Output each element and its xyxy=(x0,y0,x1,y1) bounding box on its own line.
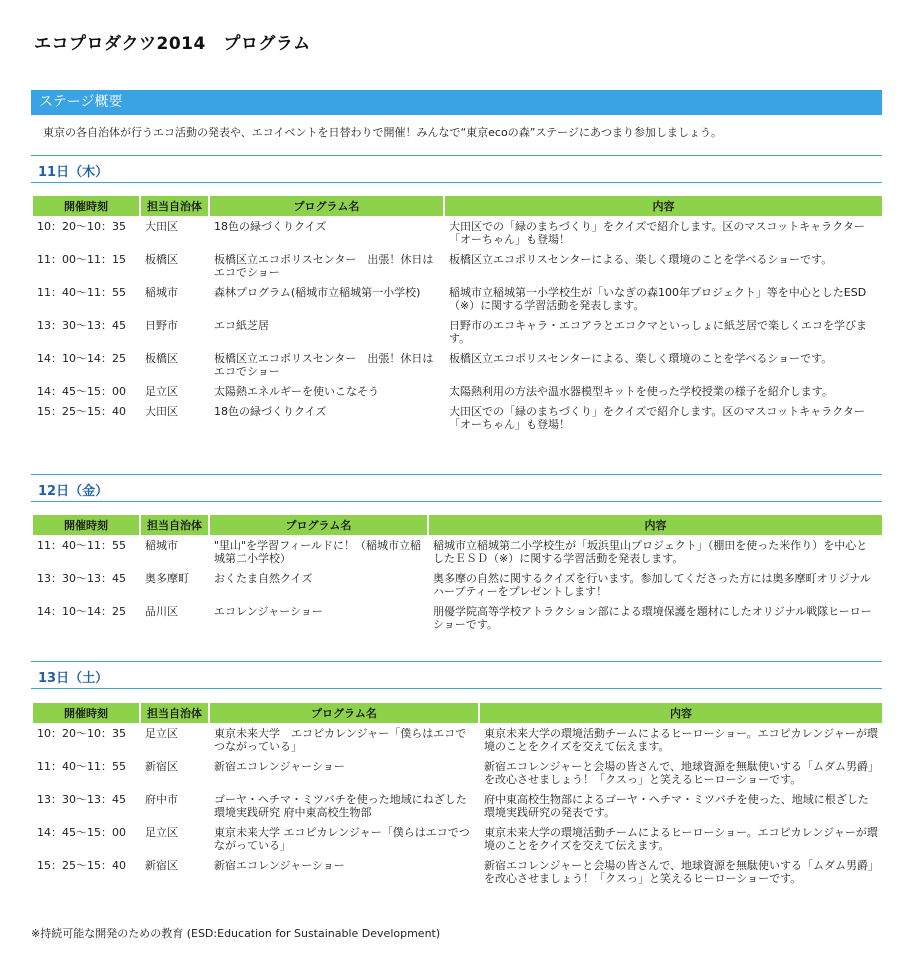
content-cell: 稲城市立稲城第一小学校生が「いなぎの森100年プロジェクト」等を中心としたESD（※）に関する学習活動を発表します。 xyxy=(449,286,867,312)
content-cell: 朋優学院高等学校アトラクション部による環境保護を題材にしたオリジナル戦隊ヒーローショーです。 xyxy=(433,605,872,631)
column-header-program: プログラム名 xyxy=(210,703,478,723)
content-cell: 府中東高校生物部によるゴーヤ・ヘチマ・ミツバチを使った、地域に根ざした環境実践研究の発表です。 xyxy=(484,793,869,819)
table-row xyxy=(33,381,882,401)
time-cell: 10：20～10：35 xyxy=(37,220,126,233)
time-cell: 13：30～13：45 xyxy=(37,319,126,332)
column-header-time: 開催時刻 xyxy=(33,196,139,216)
region-cell: 奥多摩町 xyxy=(145,572,189,585)
content-cell: 新宿エコレンジャーと会場の皆さんで、地球資源を無駄使いする「ムダム男爵」を改心させましょう！「クスっ」と笑えるヒーローショーです。 xyxy=(484,859,874,885)
time-cell: 10：20～10：35 xyxy=(37,727,126,740)
time-cell: 11：40～11：55 xyxy=(37,539,126,552)
table-header-row xyxy=(33,515,882,535)
day-label: 13日（土） xyxy=(38,671,109,686)
time-cell: 14：45～15：00 xyxy=(37,385,126,398)
program-cell: 18色の緑づくりクイズ xyxy=(214,405,327,418)
region-cell: 足立区 xyxy=(145,727,178,740)
content-cell: 板橋区立エコポリスセンターによる、楽しく環境のことを学べるショーです。 xyxy=(449,253,833,266)
time-cell: 13：30～13：45 xyxy=(37,793,126,806)
day-heading-12 xyxy=(31,474,882,502)
table-row xyxy=(33,756,882,789)
column-header-region: 担当自治体 xyxy=(141,196,208,216)
content-cell: 東京未来大学の環境活動チームによるヒーローショー。エコピカレンジャーが環境のことをクイズを交えて伝えます。 xyxy=(484,826,878,852)
table-row xyxy=(33,789,882,822)
page-title: エコプロダクツ2014 プログラム xyxy=(34,34,311,54)
time-cell: 14：45～15：00 xyxy=(37,826,126,839)
day-heading-13 xyxy=(31,661,882,689)
program-cell: 森林プログラム(稲城市立稲城第一小学校) xyxy=(214,286,421,299)
table-row xyxy=(33,568,882,601)
time-cell: 13：30～13：45 xyxy=(37,572,126,585)
table-row xyxy=(33,315,882,348)
region-cell: 足立区 xyxy=(145,385,178,398)
region-cell: 大田区 xyxy=(145,220,178,233)
stage-overview-description: 東京の各自治体が行うエコ活動の発表や、エコイベントを日替わりで開催！みんなで“東京ecoの森”ステージにあつまり参加しましょう。 xyxy=(43,126,722,139)
column-header-time: 開催時刻 xyxy=(33,703,139,723)
content-cell: 大田区での「緑のまちづくり」をクイズで紹介します。区のマスコットキャラクター「オーちゃん」も登場！ xyxy=(449,405,865,431)
table-row xyxy=(33,855,882,888)
content-cell: 稲城市立稲城第二小学校生が「坂浜里山プロジェクト」（棚田を使った米作り）を中心としたＥＳＤ（※）に関する学習活動を発表します。 xyxy=(433,539,868,565)
schedule-table-12 xyxy=(31,515,884,634)
column-header-program: プログラム名 xyxy=(210,515,427,535)
time-cell: 11：00～11：15 xyxy=(37,253,126,266)
table-row xyxy=(33,282,882,315)
column-header-region: 担当自治体 xyxy=(141,515,208,535)
region-cell: 稲城市 xyxy=(145,286,178,299)
schedule-table-13 xyxy=(31,703,884,888)
content-cell: 太陽熱利用の方法や温水器模型キットを使った学校授業の様子を紹介します。 xyxy=(449,385,833,398)
content-cell: 板橋区立エコポリスセンターによる、楽しく環境のことを学べるショーです。 xyxy=(449,352,833,365)
program-cell: 板橋区立エコポリスセンター 出張！休日はエコでショー xyxy=(214,253,434,279)
program-cell: ゴーヤ・ヘチマ・ミツバチを使った地域にねざした環境実践研究 府中東高校生物部 xyxy=(214,793,467,819)
table-row xyxy=(33,348,882,381)
program-cell: 板橋区立エコポリスセンター 出張！休日はエコでショー xyxy=(214,352,434,378)
time-cell: 11：40～11：55 xyxy=(37,760,126,773)
region-cell: 大田区 xyxy=(145,405,178,418)
column-header-content: 内容 xyxy=(429,515,882,535)
region-cell: 足立区 xyxy=(145,826,178,839)
time-cell: 15：25～15：40 xyxy=(37,405,126,418)
region-cell: 板橋区 xyxy=(145,352,178,365)
column-header-program: プログラム名 xyxy=(210,196,443,216)
column-header-content: 内容 xyxy=(480,703,882,723)
esd-footnote: ※持続可能な開発のための教育 (ESD:Education for Sustainable Development) xyxy=(31,927,441,940)
program-cell: エコ紙芝居 xyxy=(214,319,269,332)
time-cell: 15：25～15：40 xyxy=(37,859,126,872)
program-cell: "里山"を学習フィールドに！（稲城市立稲城第二小学校） xyxy=(214,539,422,565)
region-cell: 板橋区 xyxy=(145,253,178,266)
table-header-row xyxy=(33,703,882,723)
region-cell: 日野市 xyxy=(145,319,178,332)
program-cell: 東京未来大学 エコピカレンジャー「僕らはエコでつながっている」 xyxy=(214,727,467,753)
region-cell: 品川区 xyxy=(145,605,178,618)
region-cell: 新宿区 xyxy=(145,859,178,872)
content-cell: 新宿エコレンジャーと会場の皆さんで、地球資源を無駄使いする「ムダム男爵」を改心させましょう！「クスっ」と笑えるヒーローショーです。 xyxy=(484,760,874,786)
program-cell: おくたま自然クイズ xyxy=(214,572,313,585)
schedule-table-11 xyxy=(31,196,884,434)
program-cell: 18色の緑づくりクイズ xyxy=(214,220,327,233)
table-row xyxy=(33,216,882,249)
table-row xyxy=(33,535,882,568)
program-cell: 新宿エコレンジャーショー xyxy=(214,760,345,773)
content-cell: 日野市のエコキャラ・エコアラとエコクマといっしょに紙芝居で楽しくエコを学びます。 xyxy=(449,319,867,345)
program-cell: 太陽熱エネルギーを使いこなそう xyxy=(214,385,379,398)
program-cell: 新宿エコレンジャーショー xyxy=(214,859,345,872)
content-cell: 大田区での「緑のまちづくり」をクイズで紹介します。区のマスコットキャラクター「オーちゃん」も登場！ xyxy=(449,220,865,246)
stage-overview-heading: ステージ概要 xyxy=(31,90,882,115)
table-row xyxy=(33,822,882,855)
program-cell: エコレンジャーショー xyxy=(214,605,323,618)
table-row xyxy=(33,401,882,434)
content-cell: 奥多摩の自然に関するクイズを行います。参加してくださった方には奥多摩町オリジナルハーブティーをプレゼントします！ xyxy=(433,572,871,598)
day-label: 12日（金） xyxy=(38,484,109,499)
program-cell: 東京未来大学 エコピカレンジャー「僕らはエコでつながっている」 xyxy=(214,826,470,852)
day-label: 11日（木） xyxy=(38,165,109,180)
column-header-region: 担当自治体 xyxy=(141,703,208,723)
table-row xyxy=(33,723,882,756)
content-cell: 東京未来大学の環境活動チームによるヒーローショー。エコピカレンジャーが環境のことをクイズを交えて伝えます。 xyxy=(484,727,878,753)
table-row xyxy=(33,601,882,634)
time-cell: 11：40～11：55 xyxy=(37,286,126,299)
region-cell: 新宿区 xyxy=(145,760,178,773)
time-cell: 14：10～14：25 xyxy=(37,352,126,365)
day-heading-11 xyxy=(31,155,882,183)
region-cell: 稲城市 xyxy=(145,539,178,552)
table-header-row xyxy=(33,196,882,216)
region-cell: 府中市 xyxy=(145,793,178,806)
time-cell: 14：10～14：25 xyxy=(37,605,126,618)
column-header-time: 開催時刻 xyxy=(33,515,139,535)
table-row xyxy=(33,249,882,282)
column-header-content: 内容 xyxy=(445,196,882,216)
